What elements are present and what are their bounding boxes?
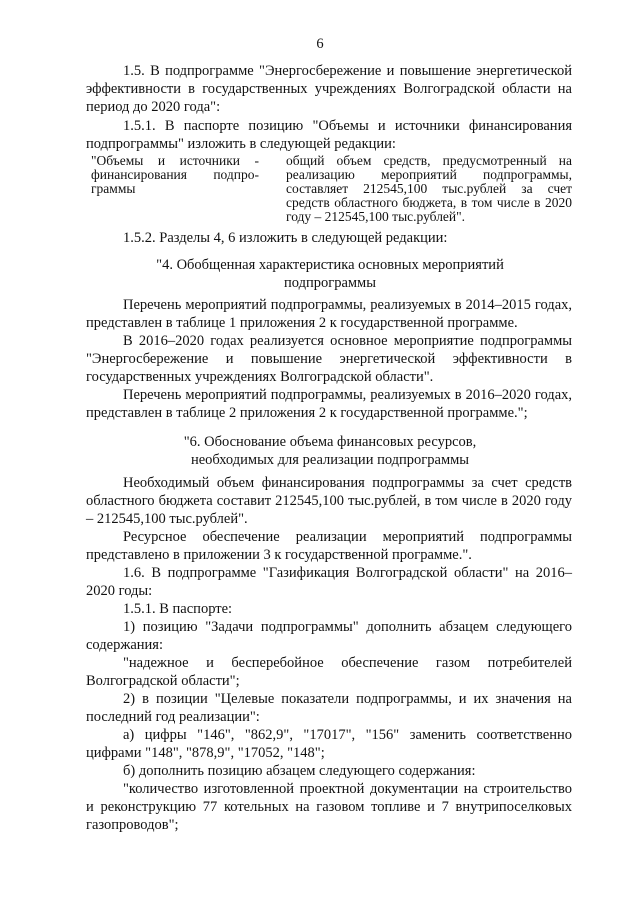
- paragraph-quote-2: "количество изготовленной проектной документации на строительство и реконструкцию 77 котельных на газовом топливе и 7 внутрипоселковых газопроводов";: [86, 781, 572, 833]
- paragraph-item-2b: б) дополнить позицию абзацем следующего содержания:: [123, 763, 476, 779]
- financing-table: [86, 154, 572, 222]
- paragraph-1-5-2: 1.5.2. Разделы 4, 6 изложить в следующей редакции:: [123, 230, 448, 246]
- paragraph-section4-1: Перечень мероприятий подпрограммы, реализуемых в 2014–2015 годах, представлен в таблице 1 приложения 2 к государственной программе.: [86, 297, 572, 331]
- section-4-heading: "4. Обобщенная характеристика основных мероприятий подпрограммы: [156, 257, 504, 291]
- page-number: 6: [316, 36, 324, 52]
- paragraph-section6-2: Ресурсное обеспечение реализации мероприятий подпрограммы представлено в приложении 3 к государственной программе.".: [86, 529, 572, 563]
- paragraph-quote-1: "надежное и бесперебойное обеспечение газом потребителей Волгоградской области";: [86, 655, 572, 689]
- paragraph-section4-2: В 2016–2020 годах реализуется основное мероприятие подпрограммы "Энергосбережение и повышение энергетической эффективности в государственных учреждениях Волгоградской области".: [86, 333, 572, 385]
- table-left-cell: "Объемы и источники - финансирования подпро-граммы: [91, 153, 259, 196]
- section-6-heading: "6. Обоснование объема финансовых ресурсов, необходимых для реализации подпрограммы: [183, 434, 477, 468]
- paragraph-section6-1: Необходимый объем финансирования подпрограммы за счет средств областного бюджета составит 212545,100 тыс.рублей, в том числе в 2020 году – 212545,100 тыс.рублей".: [86, 475, 572, 527]
- paragraph-1-5-1: 1.5.1. В паспорте позицию "Объемы и источники финансирования подпрограммы" изложить в следующей редакции:: [86, 118, 572, 152]
- paragraph-1-6: 1.6. В подпрограмме "Газификация Волгоградской области" на 2016–2020 годы:: [86, 565, 572, 599]
- paragraph-passport: 1.5.1. В паспорте:: [123, 601, 233, 617]
- paragraph-1-5: 1.5. В подпрограмме "Энергосбережение и повышение энергетической эффективности в государственных учреждениях Волгоградской области на период до 2020 года":: [86, 63, 572, 115]
- paragraph-item-2: 2) в позиции "Целевые показатели подпрограммы, и их значения на последний год реализации":: [86, 691, 572, 725]
- paragraph-section4-3: Перечень мероприятий подпрограммы, реализуемых в 2016–2020 годах, представлен в таблице 2 приложения 2 к государственной программе.";: [86, 387, 572, 421]
- table-right-cell: общий объем средств, предусмотренный на реализацию мероприятий подпрограммы, составляет 212545,100 тыс.рублей за счет средств областного бюджета, в том числе в 2020 году – 212545,100 тыс.рублей".: [286, 153, 572, 224]
- paragraph-item-2a: а) цифры "146", "862,9", "17017", "156" заменить соответственно цифрами "148", "878,9", "17052, "148";: [86, 727, 572, 761]
- paragraph-item-1: 1) позицию "Задачи подпрограммы" дополнить абзацем следующего содержания:: [86, 619, 572, 653]
